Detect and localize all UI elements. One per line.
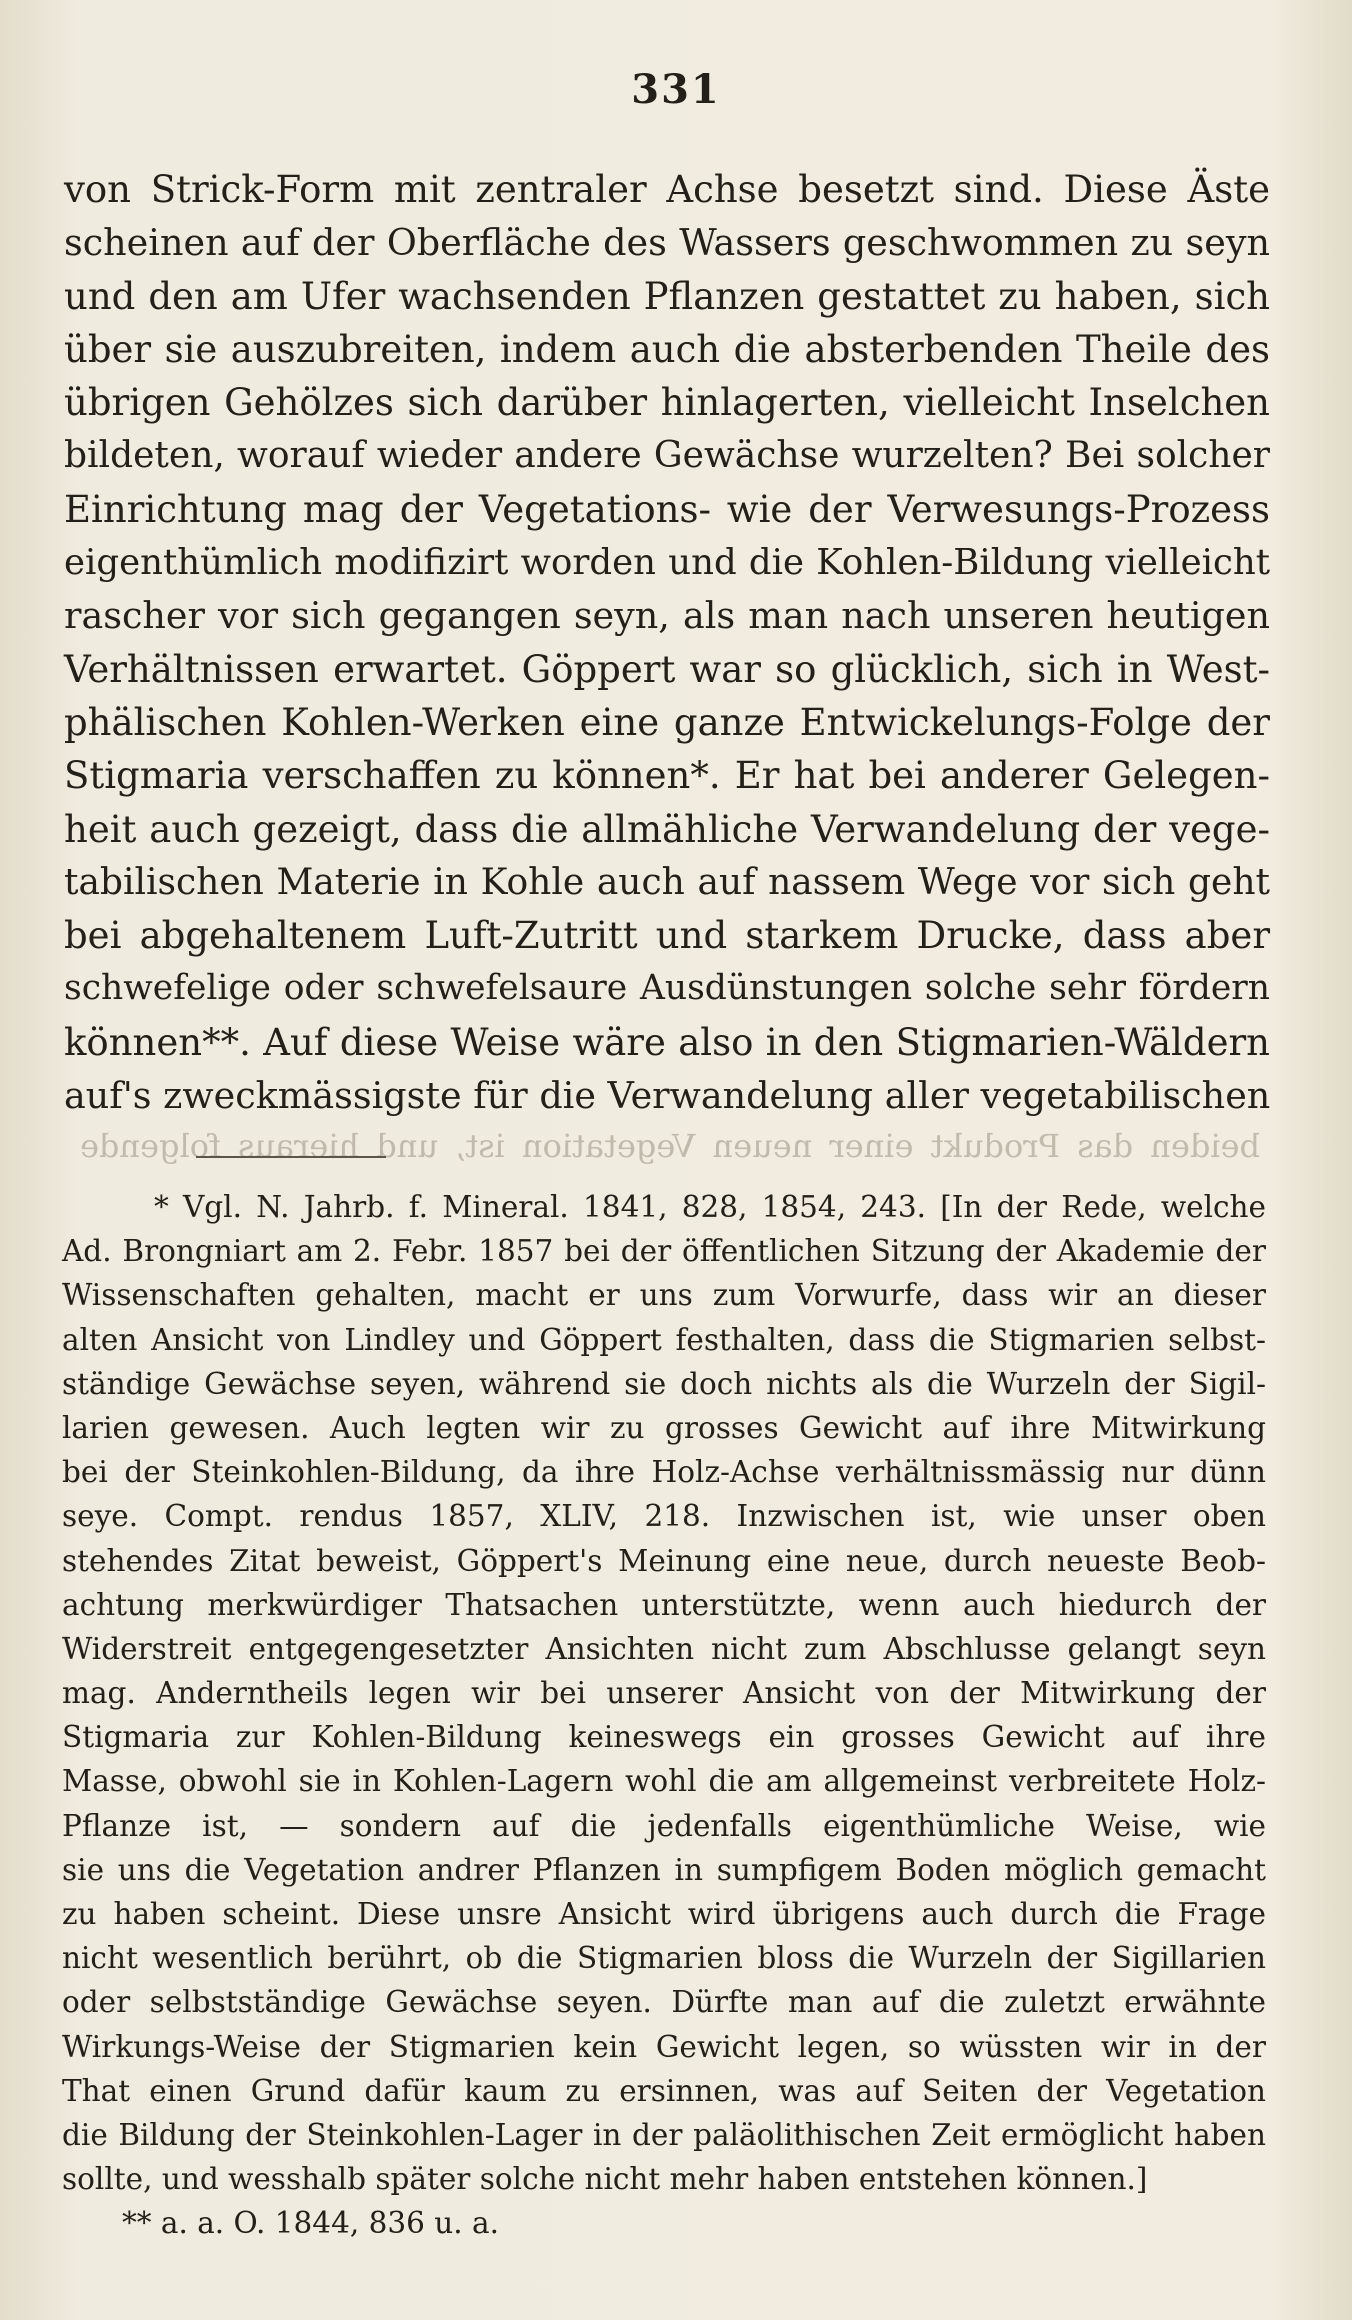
footnote-line: ** a. a. O. 1844, 836 u. a. (122, 2206, 500, 2241)
footnote-line: Pflanze ist, — sondern auf die jedenfalls eigenthümliche Weise, wie (62, 1808, 1266, 1843)
text-line: über sie auszubreiten, indem auch die absterbenden Theile des (64, 327, 1270, 371)
text-line: schwefelige oder schwefelsaure Ausdünstungen solche sehr fördern (64, 968, 1270, 1009)
text-line: phälischen Kohlen-Werken eine ganze Entwickelungs-Folge der (64, 700, 1270, 744)
footnote-line: zu haben scheint. Diese unsre Ansicht wird übrigens auch durch die Frage (62, 1897, 1266, 1931)
footnote-line: sie uns die Vegetation andrer Pflanzen in sumpfigem Boden möglich gemacht (62, 1852, 1266, 1887)
text-line: und den am Ufer wachsenden Pflanzen gestattet zu haben, sich (64, 274, 1270, 318)
text-line: bei abgehaltenem Luft-Zutritt und starkem Drucke, dass aber (64, 914, 1270, 958)
footnotes (62, 1185, 1266, 2246)
footnote-line: ständige Gewächse seyen, während sie doch nichts als die Wurzeln der Sigil- (62, 1366, 1266, 1401)
footnote-rule (196, 1156, 386, 1158)
text-line: tabilischen Materie in Kohle auch auf nassem Wege vor sich geht (64, 861, 1270, 903)
text-line: von Strick-Form mit zentraler Achse besetzt sind. Diese Äste (64, 168, 1270, 211)
text-line: scheinen auf der Oberfläche des Wassers geschwommen zu seyn (64, 221, 1270, 265)
text-line: Einrichtung mag der Vegetations- wie der Verwesungs-Prozess (64, 487, 1270, 531)
footnote-line: bei der Steinkohlen-Bildung, da ihre Holz-Achse verhältnissmässig nur dünn (62, 1455, 1266, 1490)
text-line: übrigen Gehölzes sich darüber hinlagerten, vielleicht Inselchen (64, 381, 1270, 425)
footnote-line: sollte, und wesshalb später solche nicht mehr haben entstehen können.] (62, 2162, 1148, 2197)
footnote-line: larien gewesen. Auch legten wir zu grosses Gewicht auf ihre Mitwirkung (62, 1410, 1266, 1445)
footnote-line: alten Ansicht von Lindley und Göppert festhalten, dass die Stigmarien selbst- (62, 1322, 1266, 1357)
footnote-line: seye. Compt. rendus 1857, XLIV, 218. Inzwischen ist, wie unser oben (62, 1499, 1266, 1534)
text-line: Stigmaria verschaffen zu können*. Er hat bei anderer Gelegen- (64, 754, 1270, 798)
footnote-line: achtung merkwürdiger Thatsachen unterstützte, wenn auch hiedurch der (62, 1587, 1266, 1622)
footnote-line: That einen Grund dafür kaum zu ersinnen, was auf Seiten der Vegetation (62, 2073, 1266, 2108)
show-through-text: beiden das Produkt einer neuen Vegetation ist, und hieraus folgende (80, 1127, 1260, 1165)
footnote-line: Masse, obwohl sie in Kohlen-Lagern wohl die am allgemeinst verbreitete Holz- (62, 1764, 1266, 1799)
footnote-line: stehendes Zitat beweist, Göppert's Meinung eine neue, durch neueste Beob- (62, 1543, 1266, 1578)
text-line: auf's zweckmässigste für die Verwandelung aller vegetabilischen (64, 1074, 1271, 1118)
main-text (64, 163, 1270, 1122)
text-line: rascher vor sich gegangen seyn, als man nach unseren heutigen (64, 594, 1270, 638)
text-line: bildeten, worauf wieder andere Gewächse wurzelten? Bei solcher (64, 435, 1270, 477)
footnote-line: die Bildung der Steinkohlen-Lager in der paläolithischen Zeit ermöglicht haben (62, 2117, 1266, 2152)
footnote-line: Ad. Brongniart am 2. Febr. 1857 bei der öffentlichen Sitzung der Akademie der (62, 1234, 1266, 1269)
footnote-line: Wissenschaften gehalten, macht er uns zum Vorwurfe, dass wir an dieser (62, 1278, 1266, 1313)
text-line: können**. Auf diese Weise wäre also in den Stigmarien-Wäldern (64, 1020, 1270, 1064)
text-line: Verhältnissen erwartet. Göppert war so glücklich, sich in West- (64, 647, 1270, 691)
page-number: 331 (631, 66, 721, 113)
text-line: eigenthümlich modifizirt worden und die Kohlen-Bildung vielleicht (64, 542, 1270, 584)
text-line: heit auch gezeigt, dass die allmähliche Verwandelung der vege- (64, 807, 1270, 851)
footnote-line: nicht wesentlich berührt, ob die Stigmarien bloss die Wurzeln der Sigillarien (62, 1941, 1266, 1976)
footnote-line: * Vgl. N. Jahrb. f. Mineral. 1841, 828, 1854, 243. [In der Rede, welche (154, 1190, 1266, 1224)
footnote-line: Stigmaria zur Kohlen-Bildung keineswegs ein grosses Gewicht auf ihre (62, 1720, 1266, 1755)
footnote-line: mag. Anderntheils legen wir bei unserer Ansicht von der Mitwirkung der (62, 1676, 1266, 1711)
footnote-line: oder selbstständige Gewächse seyen. Dürfte man auf die zuletzt erwähnte (62, 1985, 1266, 2020)
footnote-line: Widerstreit entgegengesetzter Ansichten nicht zum Abschlusse gelangt seyn (62, 1631, 1266, 1666)
footnote-line: Wirkungs-Weise der Stigmarien kein Gewicht legen, so wüssten wir in der (62, 2029, 1266, 2064)
